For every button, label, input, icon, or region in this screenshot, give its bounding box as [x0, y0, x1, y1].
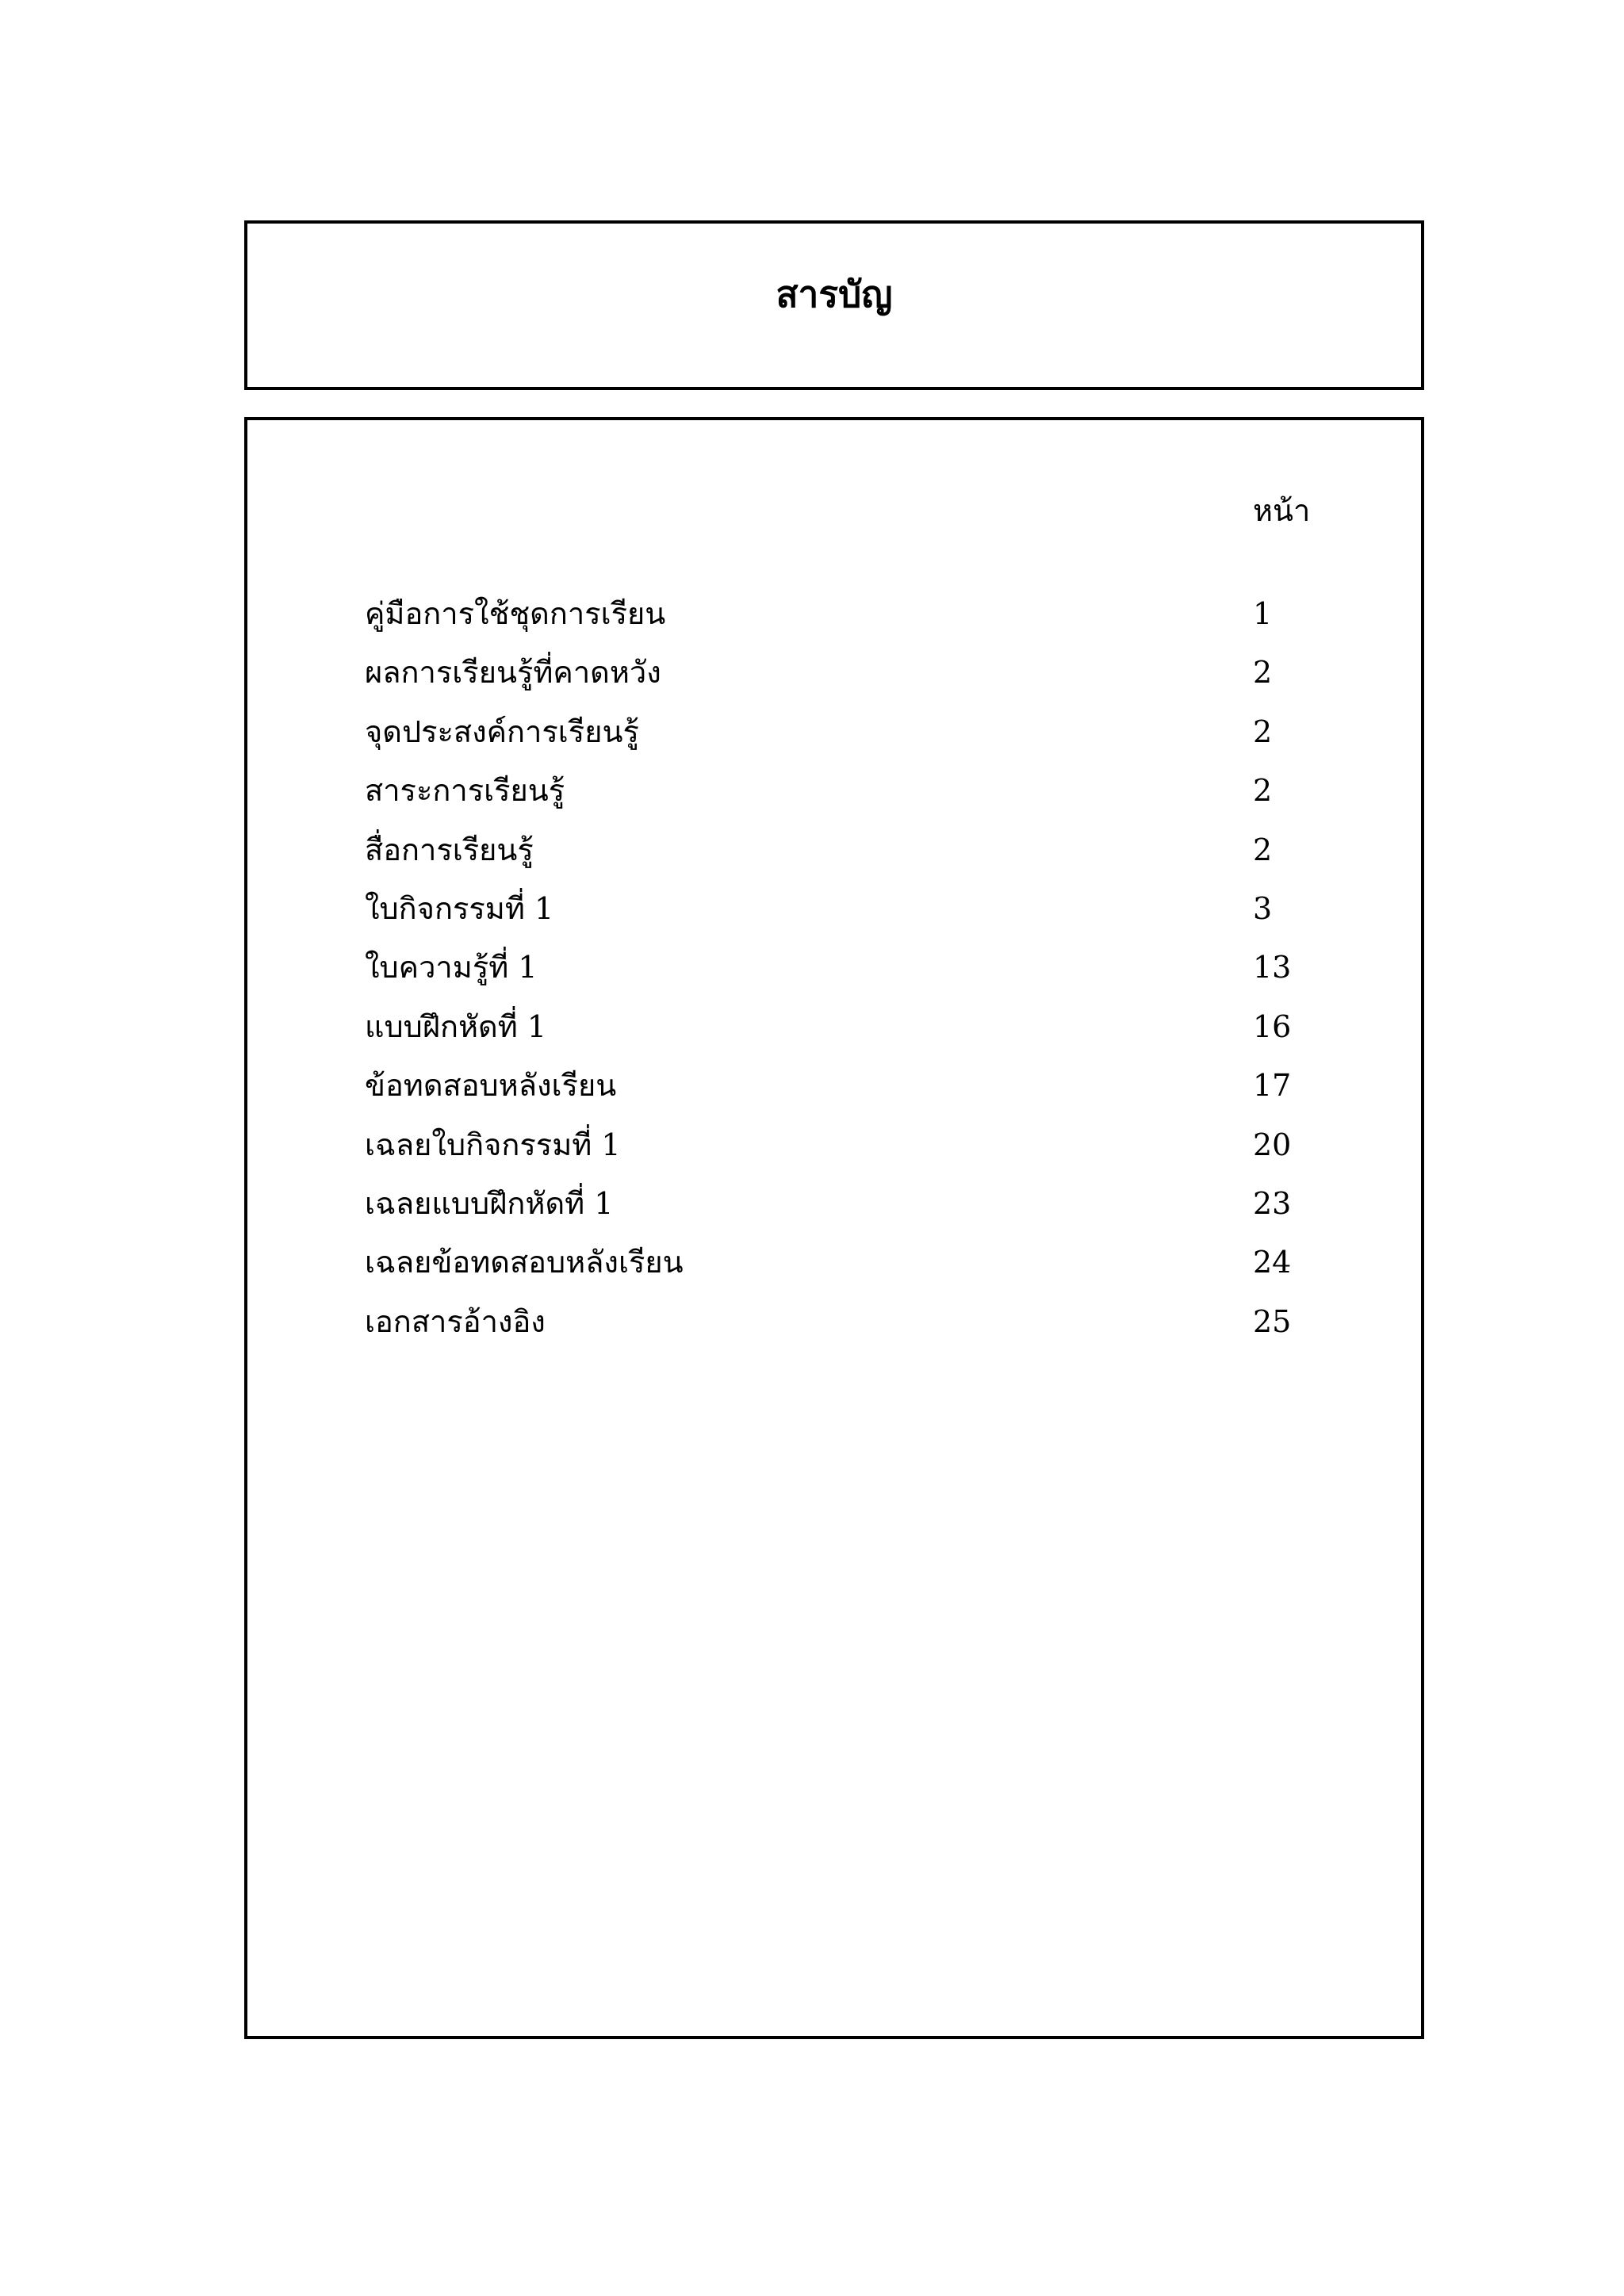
toc-entry-page: 3	[1253, 890, 1273, 926]
toc-row	[365, 653, 1356, 712]
toc-entry-label: สาระการเรียนรู้	[365, 773, 565, 809]
toc-entry-page: 2	[1253, 773, 1273, 809]
toc-entry-label: เฉลยใบกิจกรรมที่ 1	[365, 1127, 621, 1162]
toc-entry-page: 20	[1253, 1127, 1292, 1162]
toc-entry-label: เฉลยข้อทดสอบหลังเรียน	[365, 1245, 684, 1280]
toc-entry-label: เอกสารอ้างอิง	[365, 1303, 546, 1339]
toc-entry-label: สื่อการเรียนรู้	[365, 832, 534, 867]
toc-entry-label: คู่มือการใช้ชุดการเรียน	[365, 596, 666, 631]
toc-row	[365, 713, 1356, 771]
toc-entry-label: เฉลยแบบฝึกหัดที่ 1	[365, 1185, 614, 1221]
page-column-header: หน้า	[1253, 493, 1311, 528]
toc-entry-page: 24	[1253, 1245, 1292, 1280]
toc-entry-page: 2	[1253, 655, 1273, 691]
toc-entry-label: ใบกิจกรรมที่ 1	[365, 890, 554, 926]
toc-row	[365, 1008, 1356, 1066]
toc-entry-label: ผลการเรียนรู้ที่คาดหวัง	[365, 655, 661, 691]
toc-row	[365, 1303, 1356, 1361]
toc-entry-page: 2	[1253, 832, 1273, 867]
toc-entry-label: จุดประสงค์การเรียนรู้	[365, 714, 639, 749]
toc-entry-page: 16	[1253, 1008, 1292, 1044]
toc-row	[365, 595, 1356, 653]
toc-row	[365, 1243, 1356, 1302]
toc-row	[365, 831, 1356, 890]
toc-row	[365, 1066, 1356, 1125]
toc-entry-label: ใบความรู้ที่ 1	[365, 950, 538, 985]
toc-entry-label: แบบฝึกหัดที่ 1	[365, 1008, 547, 1044]
toc-entry-page: 17	[1253, 1068, 1292, 1104]
toc-entry-page: 2	[1253, 714, 1273, 749]
toc-row	[365, 1184, 1356, 1243]
page-title: สารบัญ	[776, 273, 893, 316]
toc-row	[365, 771, 1356, 830]
toc-list	[365, 595, 1356, 1361]
toc-row	[365, 948, 1356, 1007]
toc-box	[244, 417, 1424, 2039]
toc-row	[365, 1126, 1356, 1184]
title-box	[244, 220, 1424, 390]
toc-entry-page: 13	[1253, 950, 1292, 985]
toc-row	[365, 890, 1356, 948]
toc-entry-page: 25	[1253, 1303, 1292, 1339]
toc-entry-label: ข้อทดสอบหลังเรียน	[365, 1068, 617, 1104]
toc-entry-page: 1	[1253, 596, 1273, 631]
toc-entry-page: 23	[1253, 1185, 1292, 1221]
